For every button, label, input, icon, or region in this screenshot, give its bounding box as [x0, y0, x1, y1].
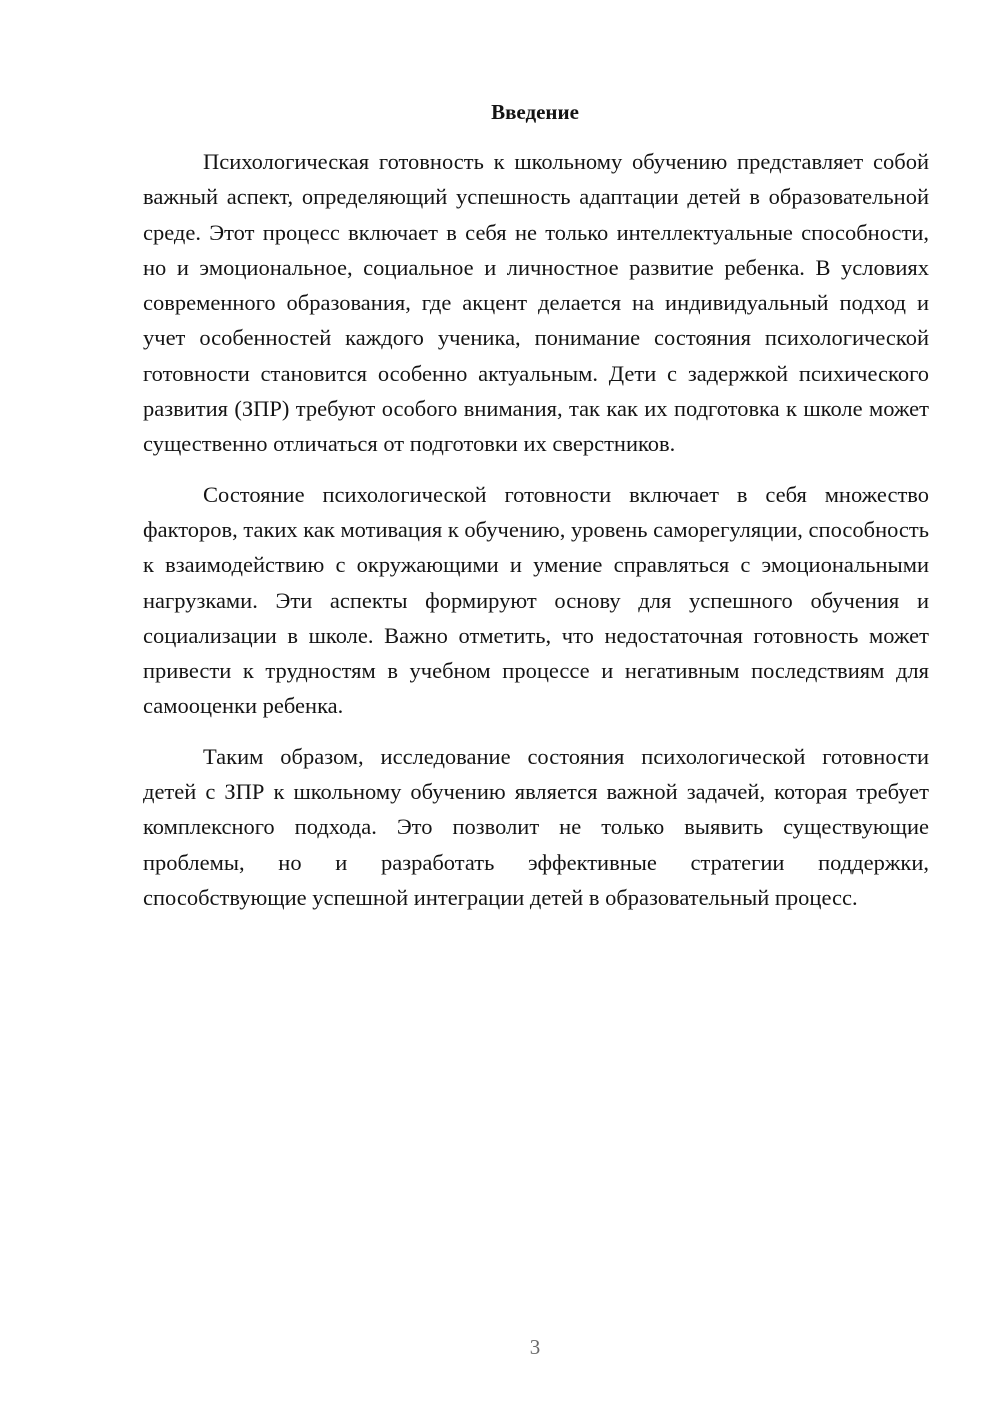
body-text — [143, 144, 929, 930]
paragraph-1: Психологическая готовность к школьному обучению представляет собой важный аспект, определяющий успешность адаптации детей в образовательной среде. Этот процесс включает в себя не только интеллектуальные способности, но и эмоциональное, социальное и личностное развитие ребенка. В условиях современного образования, где акцент делается на индивидуальный подход и учет особенностей каждого ученика, понимание состояния психологической готовности становится особенно актуальным. Дети с задержкой психического развития (ЗПР) требуют особого внимания, так как их подготовка к школе может существенно отличаться от подготовки их сверстников. — [143, 149, 929, 457]
paragraph-3: Таким образом, исследование состояния психологической готовности детей с ЗПР к школьному обучению является важной задачей, которая требует комплексного подхода. Это позволит не только выявить существующие проблемы, но и разработать эффективные стратегии поддержки, способствующие успешной интеграции детей в образовательный процесс. — [143, 743, 929, 910]
section-heading: Введение — [491, 100, 579, 124]
page-number: 3 — [529, 1335, 541, 1359]
paragraph-2: Состояние психологической готовности включает в себя множество факторов, таких как мотивация к обучению, уровень саморегуляции, способность к взаимодействию с окружающими и умение справляться с эмоциональными нагрузками. Эти аспекты формируют основу для успешного обучения и социализации в школе. Важно отметить, что недостаточная готовность может привести к трудностям в учебном процессе и негативным последствиям для самооценки ребенка. — [143, 481, 929, 719]
